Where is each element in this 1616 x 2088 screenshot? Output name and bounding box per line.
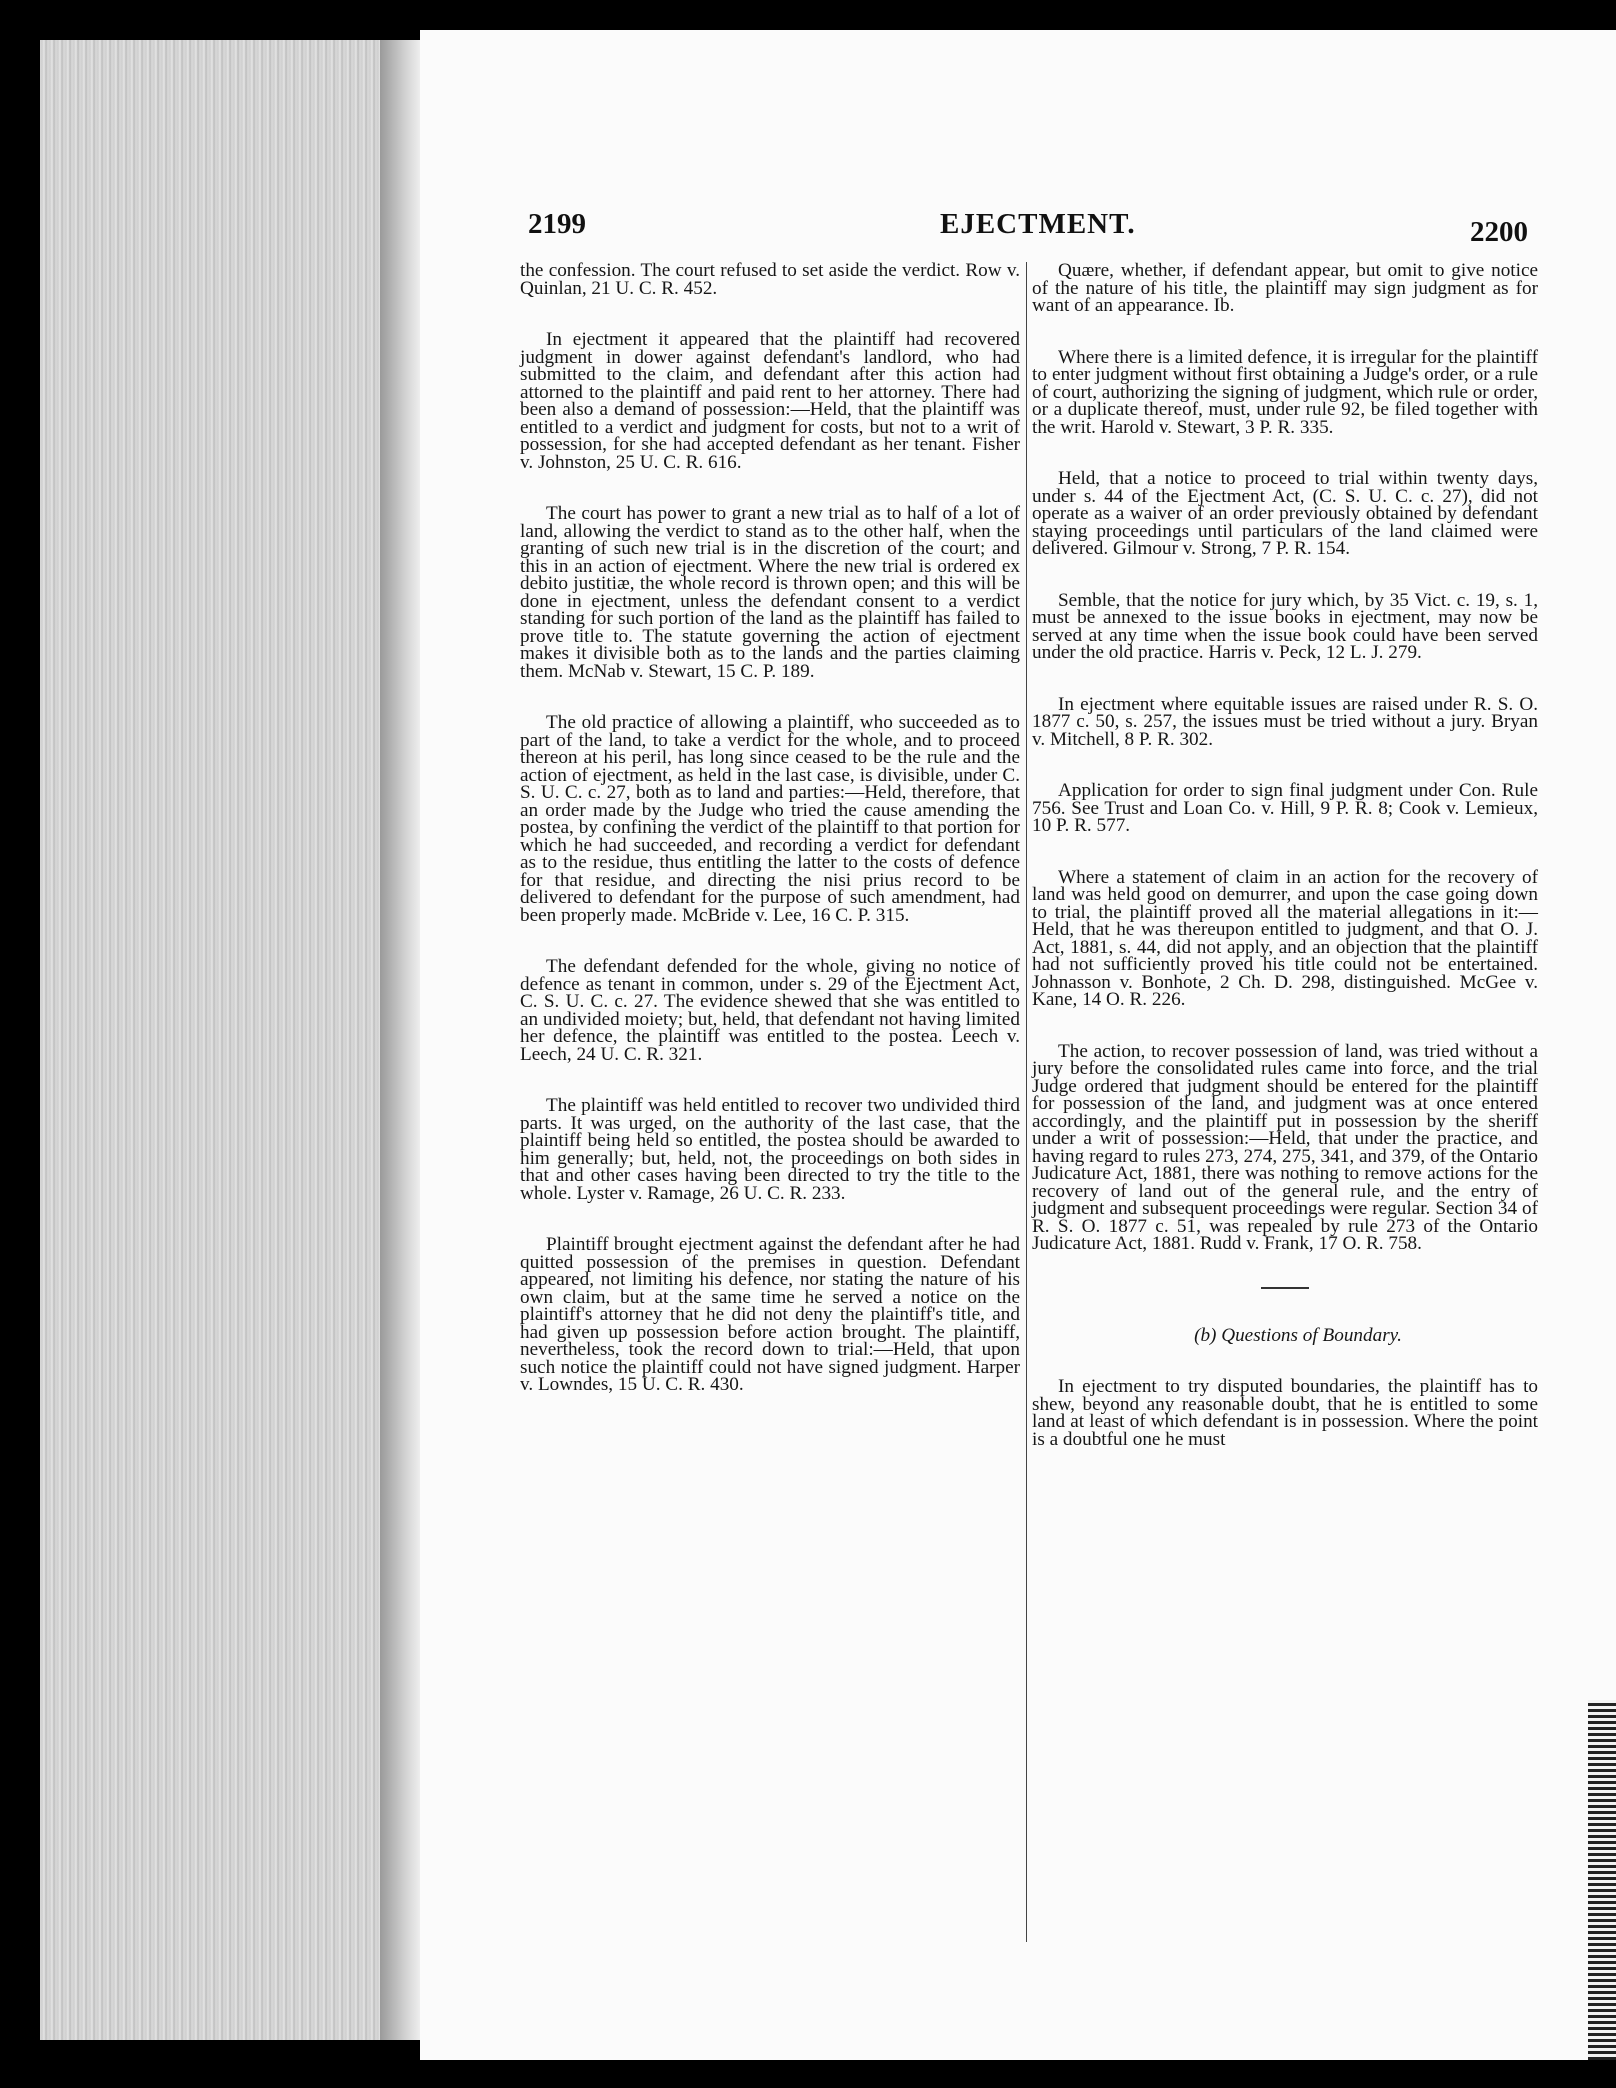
paragraph: The old practice of allowing a plaintiff, who succeeded as to part of the land, to take a verdict for the whole, and to proceed thereon at his peril, has long since ceased to be the rule and the action of ejectment, as held in the last case, is divisible, under C. S. U. C. c. 27, both as to land and parties:—Held, therefore, that an order made by the Judge who tried the cause amending the postea, by confining the verdict of the plaintiff to that portion for which he had succeeded, and recording a verdict for defendant as to the residue, thus entitling the latter to the costs of defence for that residue, and directing the nisi prius record to be delivered to defendant for the purpose of such amendment, had been properly made. McBride v. Lee, 16 C. P. 315. (520, 712, 1020, 926)
paragraph: In ejectment where equitable issues are raised under R. S. O. 1877 c. 50, s. 257, the issues must be tried without a jury. Bryan v. Mitchell, 8 P. R. 302. (1032, 693, 1538, 750)
paragraph: The plaintiff was held entitled to recover two undivided third parts. It was urged, on the authority of the last case, that the plaintiff being held so entitled, the postea should be awarded to him generally; but, held, not, the proceedings on both sides in that and other cases having been directed to try the title to the whole. Lyster v. Ramage, 26 U. C. R. 233. (520, 1095, 1020, 1204)
paragraph: Plaintiff brought ejectment against the defendant after he had quitted possession of the premises in question. Defendant appeared, not limiting his defence, nor stating the nature of his own claim, but at the same time he served a notice on the plaintiff's attorney that he did not deny the plaintiff's title, and had given up possession before action brought. The plaintiff, nevertheless, took the record down to trial:—Held, that upon such notice the plaintiff could not have signed judgment. Harper v. Lowndes, 15 U. C. R. 430. (520, 1234, 1020, 1395)
running-title: EJECTMENT. (940, 208, 1136, 240)
paragraph: The court has power to grant a new trial as to half of a lot of land, allowing the verdict to stand as to the other half, when the granting of such new trial is in the discretion of the court; and this in an action of ejectment. Where the new trial is ordered ex debito justitiæ, the whole record is thrown open; and this will be done in ejectment, unless the defendant consent to a verdict standing for such portion of the land as the plaintiff has failed to prove title to. The statute governing the action of ejectment makes it divisible both as to the lands and the parties claiming them. McNab v. Stewart, 15 C. P. 189. (520, 503, 1020, 682)
section-rule (1261, 1287, 1309, 1289)
left-column (520, 262, 1020, 1428)
book-page-edges (40, 40, 420, 2040)
right-column (1032, 262, 1538, 1482)
column-divider (1026, 262, 1027, 1942)
paragraph: The action, to recover possession of land, was tried without a jury before the consolidated rules came into force, and the trial Judge ordered that judgment should be entered for the plaintiff for possession of the land, and judgment was at once entered accordingly, and the plaintiff put in possession by the sheriff under a writ of possession:—Held, that under the practice, and having regard to rules 273, 274, 275, 341, and 379, of the Ontario Judicature Act, 1881, there was nothing to remove actions for the recovery of land out of the general rule, and the entry of judgment and subsequent proceedings were regular. Section 34 of R. S. O. 1877 c. 51, was repealed by rule 273 of the Ontario Judicature Act, 1881. Rudd v. Frank, 17 O. R. 758. (1032, 1040, 1538, 1254)
paragraph: the confession. The court refused to set aside the verdict. Row v. Quinlan, 21 U. C. R. 452. (520, 260, 1020, 299)
book-page (420, 30, 1616, 2060)
page-number-left: 2199 (528, 208, 586, 240)
paragraph: Where a statement of claim in an action for the recovery of land was held good on demurrer, and upon the case going down to trial, the plaintiff proved all the material allegations in it:—Held, that he was thereupon entitled to judgment, and that O. J. Act, 1881, s. 44, did not apply, and an objection that the plaintiff had not sufficiently proved his title could not be entertained. Johnasson v. Bonhote, 2 Ch. D. 298, distinguished. McGee v. Kane, 14 O. R. 226. (1032, 866, 1538, 1010)
paragraph: Quære, whether, if defendant appear, but omit to give notice of the nature of his title, the plaintiff may sign judgment as for want of an appearance. Ib. (1032, 260, 1538, 316)
paragraph: Semble, that the notice for jury which, by 35 Vict. c. 19, s. 1, must be annexed to the issue books in ejectment, may now be served at any time when the issue book could have been served under the old practice. Harris v. Peck, 12 L. J. 279. (1032, 589, 1538, 663)
paragraph: Application for order to sign final judgment under Con. Rule 756. See Trust and Loan Co. v. Hill, 9 P. R. 8; Cook v. Lemieux, 10 P. R. 577. (1032, 780, 1538, 836)
page-edge-right (1588, 1700, 1616, 2060)
page-number-right: 2200 (1470, 216, 1528, 248)
paragraph: Held, that a notice to proceed to trial within twenty days, under s. 44 of the Ejectment Act, (C. S. U. C. c. 27), did not operate as a waiver of an order previously obtained by defendant staying proceedings until particulars of the land claimed were delivered. Gilmour v. Strong, 7 P. R. 154. (1032, 468, 1538, 559)
subsection-heading: (b) Questions of Boundary. (1194, 1324, 1402, 1346)
paragraph: Where there is a limited defence, it is irregular for the plaintiff to enter judgment without first obtaining a Judge's order, or a rule of court, authorizing the signing of judgment, which rule or order, or a duplicate thereof, must, under rule 92, be filed together with the writ. Harold v. Stewart, 3 P. R. 335. (1032, 346, 1538, 438)
page-header (420, 208, 1616, 258)
paragraph: In ejectment to try disputed boundaries, the plaintiff has to shew, beyond any reasonable doubt, that he is entitled to some land at least of which defendant is in possession. Where the point is a doubtful one he must (1032, 1376, 1538, 1450)
paragraph: In ejectment it appeared that the plaintiff had recovered judgment in dower against defendant's landlord, who had submitted to the claim, and defendant after this action had attorned to the plaintiff and paid rent to her attorney. There had been also a demand of possession:—Held, that the plaintiff was entitled to a verdict and judgment for costs, but not to a writ of possession, for she had accepted defendant as her tenant. Fisher v. Johnston, 25 U. C. R. 616. (520, 329, 1020, 473)
paragraph: The defendant defended for the whole, giving no notice of defence as tenant in common, under s. 29 of the Ejectment Act, C. S. U. C. c. 27. The evidence shewed that she was entitled to an undivided moiety; but, held, that defendant not having limited her defence, the plaintiff was entitled to the postea. Leech v. Leech, 24 U. C. R. 321. (520, 956, 1020, 1065)
gutter-shadow (380, 40, 420, 2040)
